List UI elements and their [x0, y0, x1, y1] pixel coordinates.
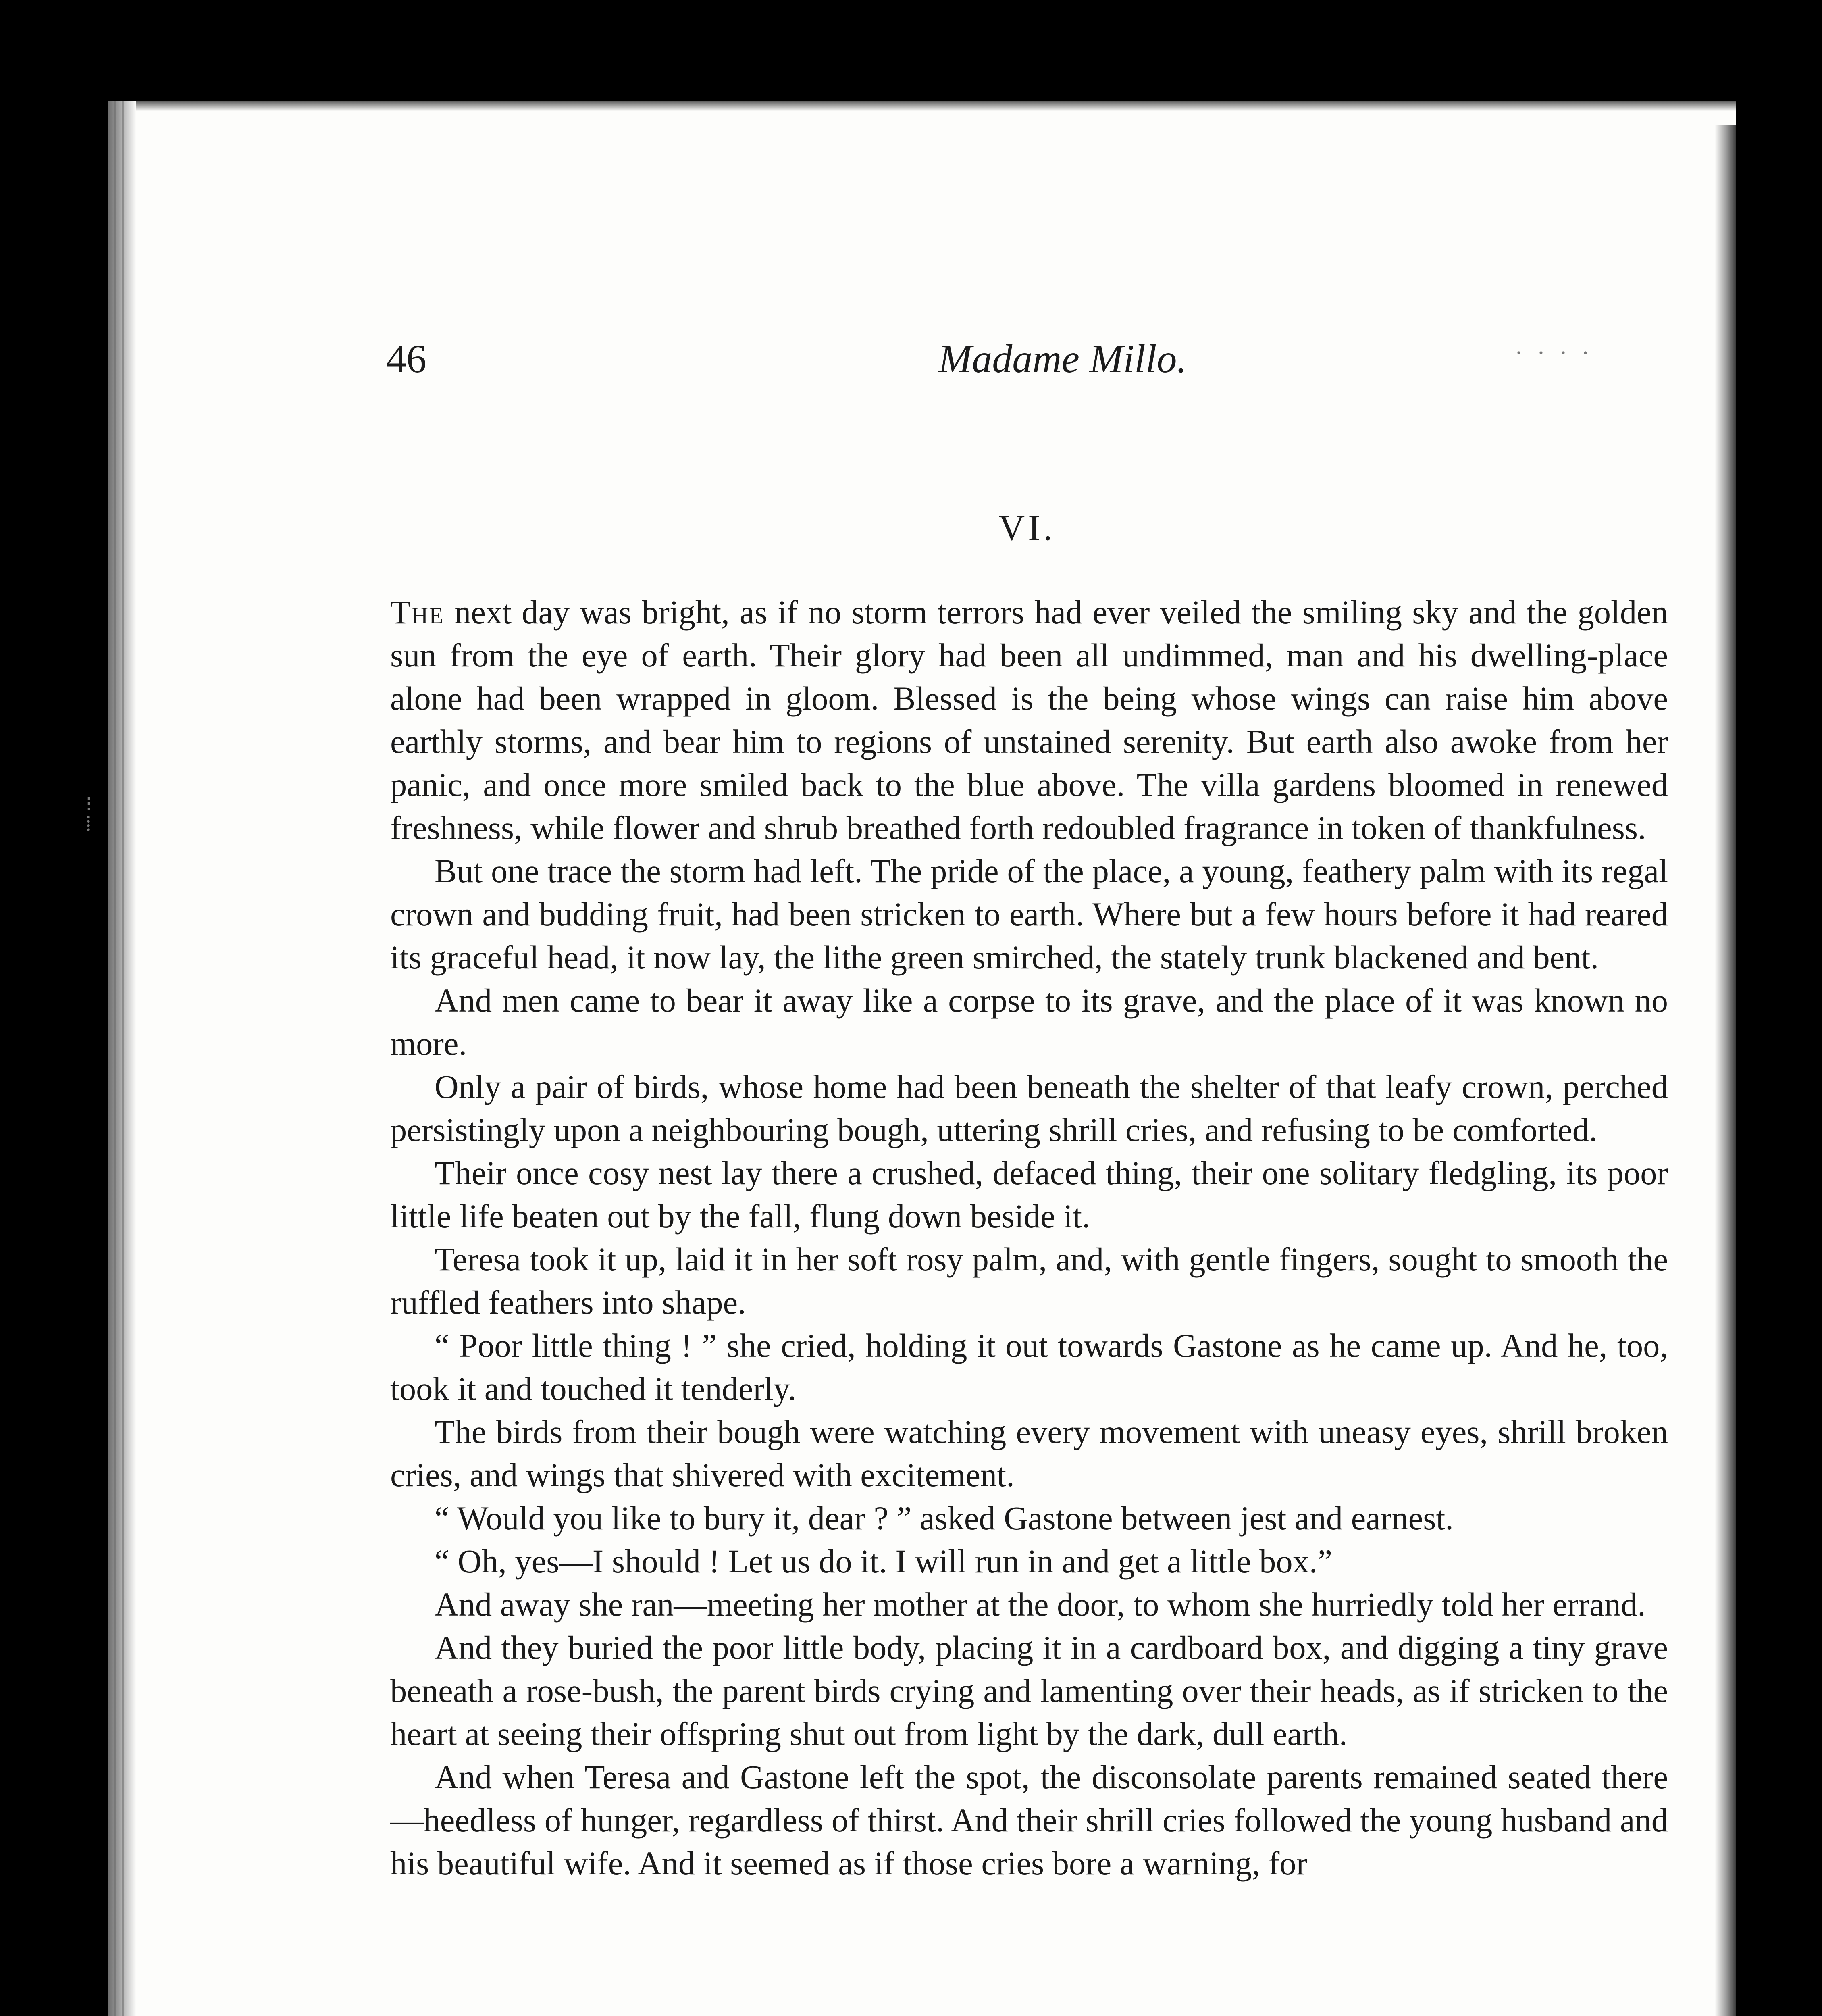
margin-mark: ⁝ ⁞ — [85, 792, 93, 835]
page-edge-shadow — [1715, 125, 1736, 2016]
paragraph: And away she ran—meeting her mother at the door, to whom she hurriedly told her errand. — [435, 1586, 1646, 1623]
paragraph: And men came to bear it away like a corpse to its grave, and the place of it was known no more. — [390, 982, 1668, 1062]
paragraph: “ Would you like to bury it, dear ? ” asked Gastone between jest and earnest. — [435, 1500, 1454, 1537]
paragraph: Their once cosy nest lay there a crushed, defaced thing, their one solitary fledgling, its poor little life beaten out by the fall, flung down beside it. — [390, 1154, 1668, 1235]
paragraph: “ Poor little thing ! ” she cried, holding it out towards Gastone as he came up. And he, too, took it and touched it tenderly. — [390, 1327, 1668, 1407]
gutter-line — [114, 101, 116, 2016]
paragraph: But one trace the storm had left. The pride of the place, a young, feathery palm with its regal crown and budding fruit, had been stricken to earth. Where but a few hours before it had reared its graceful head, it now lay, the lithe green smirched, the stately trunk blackened and bent. — [390, 852, 1668, 976]
page-top-shadow — [108, 101, 1736, 111]
running-title: Madame Millo. — [938, 336, 1187, 381]
running-header — [386, 335, 1668, 383]
chapter-heading: VI. — [998, 508, 1056, 548]
body-text — [390, 591, 1668, 1885]
paragraph: The birds from their bough were watching every movement with uneasy eyes, shrill broken cries, and wings that shivered with excitement. — [390, 1413, 1668, 1493]
paragraph: And when Teresa and Gastone left the spot, the disconsolate parents remained seated there—heedless of hunger, regardless of thirst. And their shrill cries followed the young husband and his beautiful wife. And it seemed as if those cries bore a warning, for — [390, 1758, 1668, 1882]
paragraph — [390, 591, 1668, 850]
paragraph: And they buried the poor little body, placing it in a cardboard box, and digging a tiny grave beneath a rose-bush, the parent birds crying and lamenting over their heads, as if stricken to the heart at seeing their offspring shut out from light by the dark, dull earth. — [390, 1629, 1668, 1752]
paragraph: Teresa took it up, laid it in her soft rosy palm, and, with gentle fingers, sought to smooth the ruffled feathers into shape. — [390, 1241, 1668, 1321]
gutter-line — [122, 101, 124, 2016]
page-number: 46 — [386, 336, 426, 381]
paragraph-text: next day was bright, as if no storm terrors had ever veiled the smiling sky and the golden sun from the eye of earth. Their glory had been all undimmed, man and his dwelling-place alone had been wrapped in gloom. Blessed is the being whose wings can raise him above earthly storms, and bear him to regions of unstained serenity. But earth also awoke from her panic, and once more smiled back to the blue above. The villa gardens bloomed in renewed freshness, while flower and shrub breathed forth redoubled fragrance in token of thankfulness. — [390, 594, 1668, 846]
paragraph: Only a pair of birds, whose home had been beneath the shelter of that leafy crown, perched persistingly upon a neighbouring bough, uttering shrill cries, and refusing to be comforted. — [390, 1068, 1668, 1148]
paragraph-lead-word: The — [390, 594, 444, 631]
paragraph: “ Oh, yes—I should ! Let us do it. I will run in and get a little box.” — [435, 1543, 1333, 1580]
book-page — [85, 101, 1736, 2016]
header-specks: · · · · — [1515, 339, 1593, 366]
